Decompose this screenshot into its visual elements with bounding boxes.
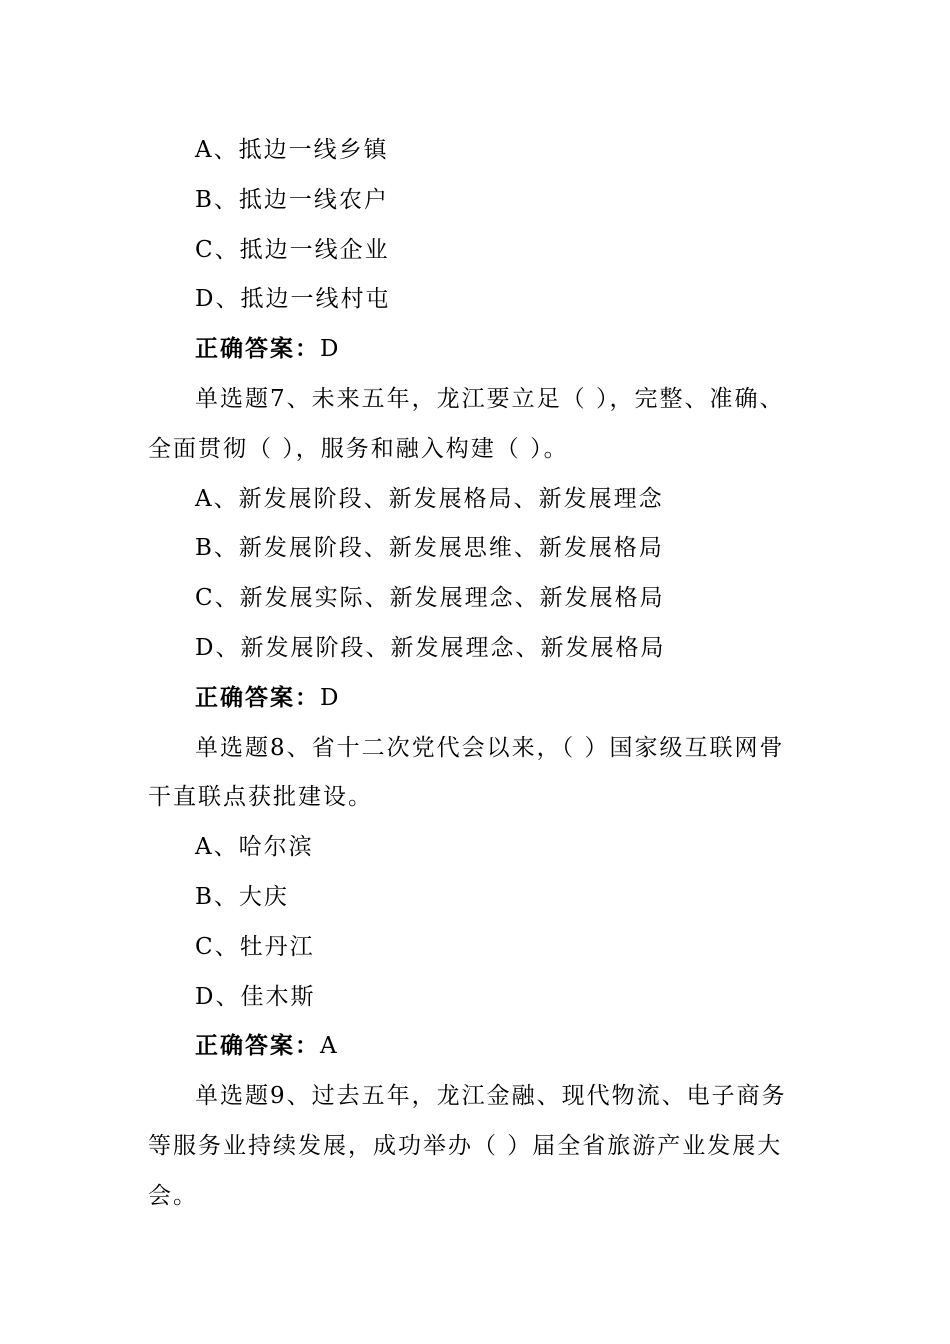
q6-answer (148, 325, 808, 375)
q6-option-b: B、抵边一线农户 (195, 186, 389, 213)
document-content (148, 126, 808, 1222)
q6-option-c: C、抵边一线企业 (195, 236, 390, 263)
q8-question: 单选题8、省十二次党代会以来，（ ）国家级互联网骨干直联点获批建设。 (148, 734, 785, 811)
q8-answer (148, 1022, 808, 1072)
q7-option-c: C、新发展实际、新发展理念、新发展格局 (195, 585, 665, 612)
q8-option-d: D、佳木斯 (195, 983, 316, 1010)
q7-question: 单选题7、未来五年，龙江要立足（ ），完整、准确、全面贯彻（ ），服务和融入构建（ ）。 (148, 385, 785, 462)
q6-answer-label: 正确答案： (195, 336, 320, 363)
q8-answer-label: 正确答案： (195, 1033, 320, 1060)
q8-answer-value: A (320, 1033, 339, 1060)
q6-option-d: D、抵边一线村屯 (195, 286, 391, 313)
q7-answer (148, 674, 808, 724)
q7-answer-label: 正确答案： (195, 684, 320, 711)
q6-option-a: A、抵边一线乡镇 (195, 137, 389, 163)
q7-option-b: B、新发展阶段、新发展思维、新发展格局 (195, 535, 664, 562)
q6-answer-value: D (320, 336, 341, 363)
q8-option-a: A、哈尔滨 (195, 834, 314, 861)
q8-option-c: C、牡丹江 (195, 933, 315, 960)
q7-answer-value: D (320, 684, 341, 711)
q7-option-a: A、新发展阶段、新发展格局、新发展理念 (195, 485, 664, 512)
q8-option-b: B、大庆 (195, 883, 289, 910)
q9-question: 单选题9、过去五年，龙江金融、现代物流、电子商务等服务业持续发展，成功举办（ ）届全省旅游产业发展大会。 (148, 1083, 787, 1209)
q7-option-d: D、新发展阶段、新发展理念、新发展格局 (195, 634, 666, 661)
